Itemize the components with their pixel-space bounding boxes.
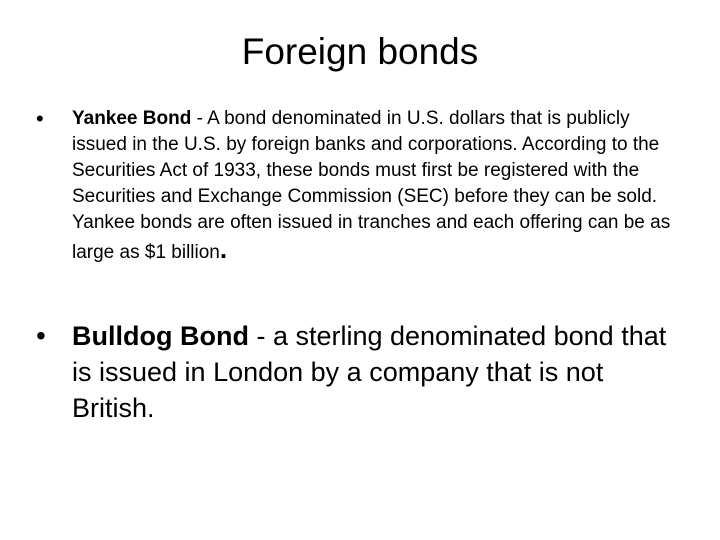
bullet-dot-icon: • <box>36 106 44 131</box>
bullet-item-bulldog-bond <box>36 318 676 426</box>
bullet-dot-icon: • <box>36 320 46 351</box>
bullet-text: - A bond denominated in U.S. dollars that is publicly issued in the U.S. by foreign banks and corporations. According to the Securities Act of 1933, these bonds must first be registered with the Securities and Exchange Commission (SEC) before they can be sold. Yankee bonds are often issued in tranches and each offering can be as large as $1 billion <box>72 108 671 263</box>
bullet-list <box>36 106 676 426</box>
bullet-term: Yankee Bond <box>72 108 192 129</box>
bullet-text: - a sterling denominated bond that is issued in London by a company that is not British. <box>72 321 667 423</box>
bullet-term: Bulldog Bond <box>72 321 249 351</box>
slide-title: Foreign bonds <box>241 31 479 72</box>
bullet-item-yankee-bond <box>36 106 676 266</box>
bullet-end-period: . <box>219 234 228 264</box>
